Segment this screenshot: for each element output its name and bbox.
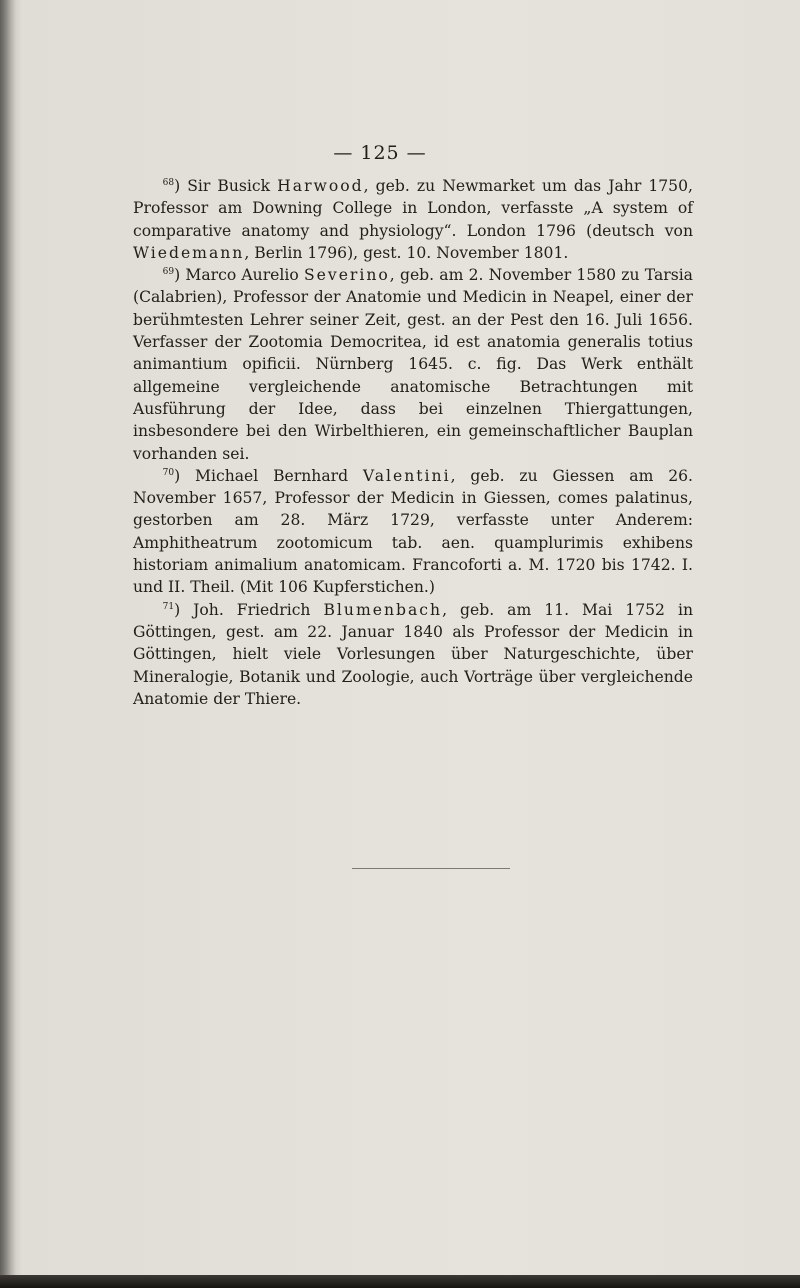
footnote-text: , geb. zu Giessen am 26. November 1657, Professor der Medicin in Giessen, comes palatinus, gestorben am 28. März 1729, verfasste unter Anderem: Amphitheatrum zootomicum tab. aen. quamplurimis exhibens historiam animalium anatomicam. Francoforti a. M. 1720 bis 1742. I. und II. Theil. (Mit 106 Kupferstichen.): [133, 466, 693, 597]
footnote-text: ) Sir Busick: [174, 177, 278, 195]
footnote-text: , geb. zu Newmarket um das Jahr 1750, Professor am Downing College in London, verfasste „A system of comparative anatomy and physiology“. London 1796 (deutsch von: [133, 177, 693, 240]
footnote-68: [133, 175, 693, 264]
footnote-text: , geb. am 2. November 1580 zu Tarsia (Calabrien), Professor der Anatomie und Medicin in Neapel, einer der berühmtesten Lehrer seiner Zeit, gest. an der Pest den 16. Juli 1656. Verfasser der Zootomia Democritea, id est anatomia generalis totius animantium opificii. Nürnberg 1645. c. fig. Das Werk enthält allgemeine vergleichende anatomische Betrachtungen mit Ausführung der Idee, dass bei einzelnen Thiergattungen, insbesondere bei den Wirbelthieren, ein gemeinschaftlicher Bauplan vorhanden sei.: [133, 266, 693, 463]
footnotes-block: [133, 175, 693, 710]
closing-rule: [352, 868, 510, 869]
footnote-text: , Berlin 1796), gest. 10. November 1801.: [244, 243, 569, 262]
spaced-name: Severino: [303, 266, 390, 285]
footnote-69: [133, 264, 693, 465]
footnote-text: ) Marco Aurelio: [174, 266, 304, 285]
spine-shadow: [0, 0, 16, 1288]
scan-edge-bar: [0, 1275, 800, 1288]
footnote-number: 70: [162, 467, 175, 478]
spaced-name: Valentini: [362, 466, 451, 485]
footnote-70: [133, 465, 693, 599]
spaced-name: Blumenbach: [323, 600, 443, 619]
footnote-number: 71: [162, 601, 175, 612]
spaced-name: Harwood: [277, 177, 364, 195]
footnote-number: 69: [162, 267, 175, 278]
page-number: — 125 —: [333, 142, 427, 164]
spaced-name: Wiedemann: [133, 243, 245, 262]
footnote-text: ) Michael Bernhard: [174, 466, 363, 485]
footnote-text: ) Joh. Friedrich: [174, 600, 324, 619]
footnote-71: [133, 599, 693, 710]
footnote-text: , geb. am 11. Mai 1752 in Göttingen, gest. am 22. Januar 1840 als Professor der Medicin in Göttingen, hielt viele Vorlesungen über Naturgeschichte, über Mineralogie, Botanik und Zoologie, auch Vorträge über vergleichende Anatomie der Thiere.: [133, 600, 693, 708]
footnote-number: 68: [162, 178, 175, 188]
